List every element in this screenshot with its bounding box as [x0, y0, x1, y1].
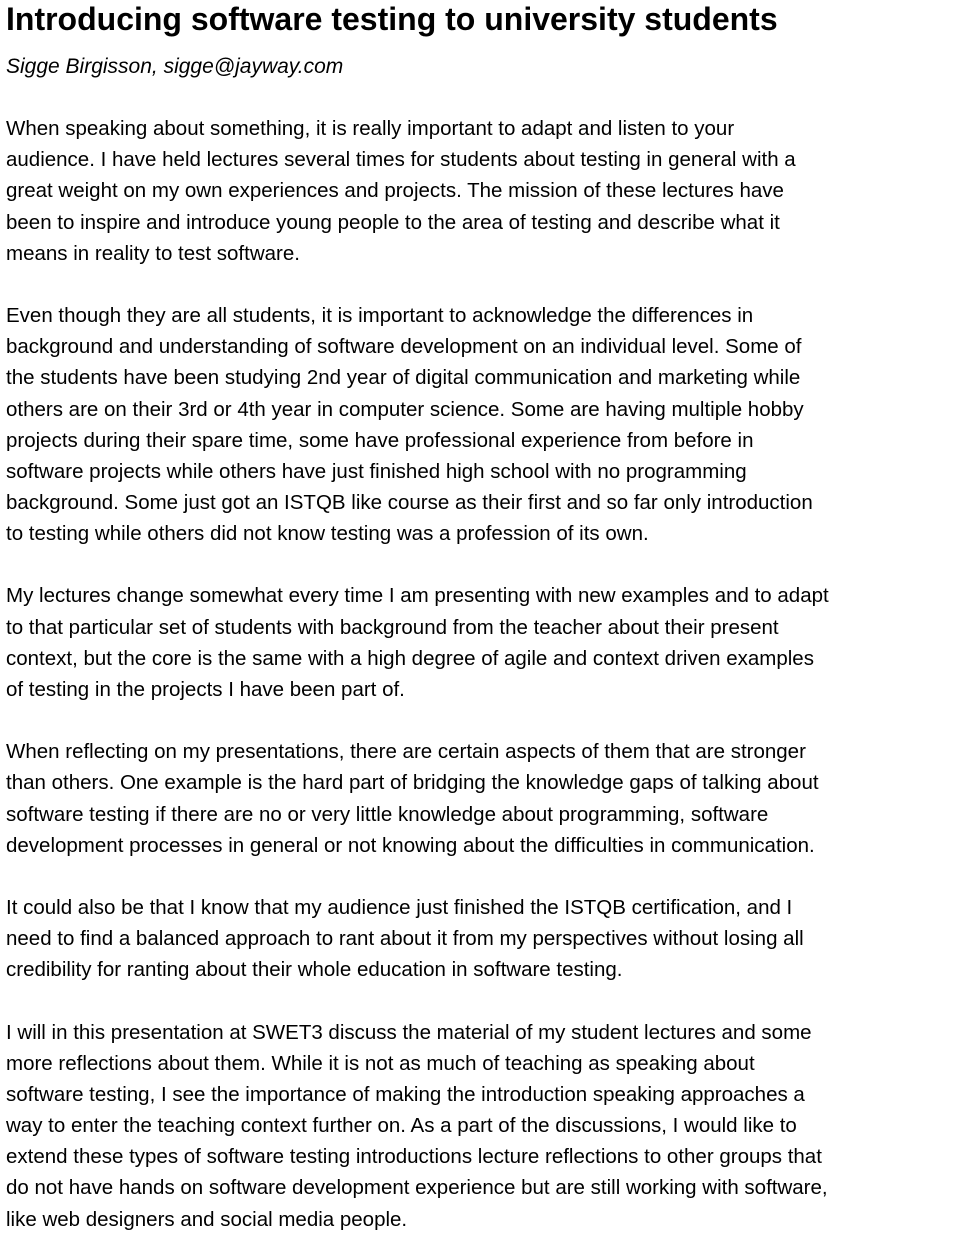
- paragraph-line: means in reality to test software.: [6, 241, 300, 265]
- paragraph-line: context, but the core is the same with a high degree of agile and context driven examples: [6, 646, 814, 670]
- paragraph-line: others are on their 3rd or 4th year in computer science. Some are having multiple hobby: [6, 397, 804, 421]
- paragraph-line: to that particular set of students with background from the teacher about their present: [6, 615, 779, 639]
- paragraph: [6, 580, 954, 705]
- paragraph: [6, 1017, 954, 1235]
- paragraph-line: great weight on my own experiences and projects. The mission of these lectures have: [6, 179, 784, 203]
- paragraph-line: audience. I have held lectures several times for students about testing in general with a: [6, 148, 796, 172]
- paragraph-line: do not have hands on software development experience but are still working with software,: [6, 1176, 828, 1200]
- paragraph: [6, 113, 954, 269]
- paragraph-line: like web designers and social media people.: [6, 1207, 408, 1231]
- paragraph: [6, 300, 954, 550]
- paragraph-line: need to find a balanced approach to rant about it from my perspectives without losing all: [6, 927, 804, 951]
- paragraph-line: credibility for ranting about their whole education in software testing.: [6, 958, 623, 982]
- paragraph-line: to testing while others did not know testing was a profession of its own.: [6, 522, 649, 546]
- paragraph-line: more reflections about them. While it is not as much of teaching as speaking about: [6, 1051, 755, 1075]
- paragraph-line: When speaking about something, it is really important to adapt and listen to your: [6, 117, 735, 140]
- paragraph-line: software projects while others have just finished high school with no programming: [6, 459, 747, 483]
- paragraph-line: way to enter the teaching context further on. As a part of the discussions, I would like to: [6, 1114, 797, 1138]
- paragraph-line: background and understanding of software development on an individual level. Some of: [6, 335, 802, 359]
- paragraph-line: of testing in the projects I have been part of.: [6, 678, 405, 701]
- paragraph-line: Even though they are all students, it is important to acknowledge the differences in: [6, 303, 754, 327]
- paragraph-line: background. Some just got an ISTQB like course as their first and so far only introduction: [6, 491, 813, 515]
- paragraph-line: When reflecting on my presentations, there are certain aspects of them that are stronger: [6, 740, 806, 764]
- paragraph-line: development processes in general or not knowing about the difficulties in communication.: [6, 833, 815, 857]
- paragraph-line: the students have been studying 2nd year of digital communication and marketing while: [6, 366, 801, 390]
- author-line: Sigge Birgisson, sigge@jayway.com: [6, 55, 344, 78]
- paragraph: [6, 892, 954, 986]
- paragraph-line: than others. One example is the hard part of bridging the knowledge gaps of talking about: [6, 771, 819, 795]
- paragraph-line: been to inspire and introduce young people to the area of testing and describe what it: [6, 210, 780, 234]
- paragraph-line: software testing if there are no or very little knowledge about programming, software: [6, 802, 769, 826]
- paragraph-line: It could also be that I know that my audience just finished the ISTQB certification, and I: [6, 895, 793, 919]
- paragraph: [6, 736, 954, 861]
- paragraph-line: projects during their spare time, some have professional experience from before in: [6, 428, 754, 452]
- document-body: [6, 113, 954, 1235]
- paragraph-line: My lectures change somewhat every time I am presenting with new examples and to adapt: [6, 584, 829, 608]
- paragraph-line: I will in this presentation at SWET3 discuss the material of my student lectures and some: [6, 1020, 812, 1044]
- document-title: Introducing software testing to university students: [6, 1, 778, 37]
- paragraph-line: software testing, I see the importance of making the introduction speaking approaches a: [6, 1082, 805, 1106]
- paragraph-line: extend these types of software testing introductions lecture reflections to other groups that: [6, 1145, 822, 1169]
